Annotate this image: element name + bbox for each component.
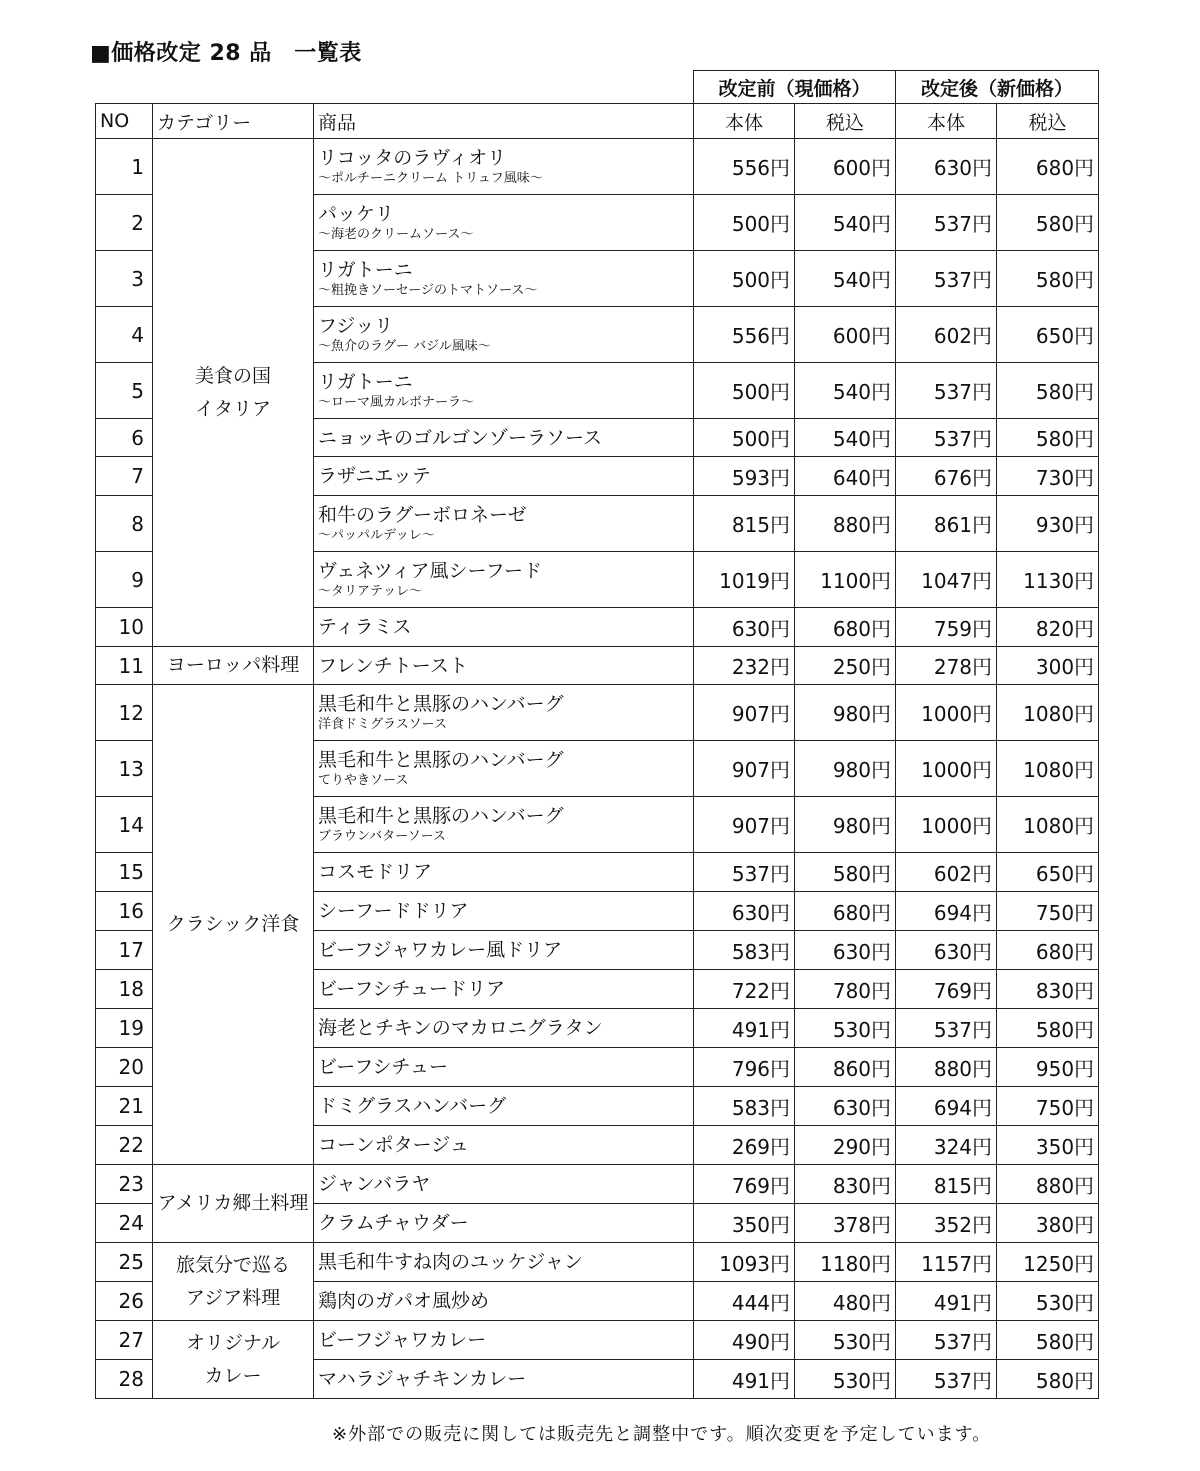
before-tax-price: 530円 (795, 1321, 896, 1360)
after-tax-price: 680円 (997, 931, 1099, 970)
table-row (96, 1165, 1099, 1204)
product-cell (314, 496, 694, 552)
after-tax-price: 680円 (997, 139, 1099, 195)
after-tax-price: 750円 (997, 1087, 1099, 1126)
before-base-price: 491円 (694, 1360, 795, 1399)
product-cell (314, 853, 694, 892)
row-number: 15 (96, 853, 153, 892)
row-number: 26 (96, 1282, 153, 1321)
before-tax-price: 540円 (795, 195, 896, 251)
before-tax-price: 640円 (795, 457, 896, 496)
no-header: NO (96, 104, 153, 139)
before-base-price: 815円 (694, 496, 795, 552)
row-number: 22 (96, 1126, 153, 1165)
before-tax-price: 630円 (795, 931, 896, 970)
product-name: 黒毛和牛と黒豚のハンバーグ (318, 693, 564, 715)
row-number: 17 (96, 931, 153, 970)
product-name: ジャンバラヤ (318, 1173, 431, 1195)
after-base-price: 630円 (896, 931, 997, 970)
before-base-price: 630円 (694, 608, 795, 647)
after-tax-price: 830円 (997, 970, 1099, 1009)
after-base-price: 1047円 (896, 552, 997, 608)
product-cell (314, 1321, 694, 1360)
category-line-2: アジア料理 (185, 1286, 281, 1309)
product-name: シーフードドリア (318, 900, 469, 922)
before-tax-price: 880円 (795, 496, 896, 552)
row-number: 7 (96, 457, 153, 496)
header-blank (96, 71, 694, 104)
after-base-price: 537円 (896, 1009, 997, 1048)
row-number: 23 (96, 1165, 153, 1204)
table-row (96, 685, 1099, 741)
after-tax-price: 950円 (997, 1048, 1099, 1087)
row-number: 14 (96, 797, 153, 853)
category-line-2: イタリア (194, 397, 271, 420)
product-name: ビーフシチュードリア (318, 978, 505, 1000)
category-cell (153, 1165, 314, 1243)
product-subtitle: ～ローマ風カルボナーラ～ (318, 395, 475, 410)
product-header: 商品 (314, 104, 694, 139)
product-name: ビーフシチュー (318, 1056, 448, 1078)
category-line-1: オリジナル (185, 1331, 281, 1354)
before-tax-price: 378円 (795, 1204, 896, 1243)
after-tax-price: 350円 (997, 1126, 1099, 1165)
after-base-price: 602円 (896, 853, 997, 892)
after-base-price: 1157円 (896, 1243, 997, 1282)
after-tax-price: 580円 (997, 1360, 1099, 1399)
product-name: ラザニエッテ (318, 465, 431, 487)
before-tax-price: 530円 (795, 1360, 896, 1399)
row-number: 10 (96, 608, 153, 647)
product-name: パッケリ (318, 203, 395, 225)
row-number: 16 (96, 892, 153, 931)
product-subtitle: てりやきソース (318, 773, 409, 788)
row-number: 12 (96, 685, 153, 741)
category-cell (153, 1243, 314, 1321)
after-base-price: 676円 (896, 457, 997, 496)
product-name: クラムチャウダー (318, 1212, 469, 1234)
product-subtitle: ～パッパルデッレ～ (318, 528, 435, 543)
product-subtitle: ～魚介のラグー バジル風味～ (318, 339, 491, 354)
before-tax-price: 980円 (795, 741, 896, 797)
table-row (96, 647, 1099, 685)
category-line-2: カレー (204, 1364, 262, 1387)
before-base-price: 593円 (694, 457, 795, 496)
after-tax-price: 580円 (997, 1321, 1099, 1360)
row-number: 11 (96, 647, 153, 685)
after-tax-price: 750円 (997, 892, 1099, 931)
before-base-price: 491円 (694, 1009, 795, 1048)
category-line-1: クラシック洋食 (166, 913, 300, 935)
after-base-price: 537円 (896, 195, 997, 251)
before-tax-price: 600円 (795, 139, 896, 195)
product-cell (314, 251, 694, 307)
before-tax-price: 540円 (795, 363, 896, 419)
page-title (90, 36, 362, 67)
product-cell (314, 552, 694, 608)
row-number: 21 (96, 1087, 153, 1126)
after-tax-price: 650円 (997, 853, 1099, 892)
before-base-price: 350円 (694, 1204, 795, 1243)
before-tax-header: 税込 (795, 104, 896, 139)
after-tax-price: 580円 (997, 419, 1099, 457)
after-base-price: 1000円 (896, 741, 997, 797)
row-number: 20 (96, 1048, 153, 1087)
product-cell (314, 139, 694, 195)
before-base-price: 500円 (694, 195, 795, 251)
before-tax-price: 980円 (795, 797, 896, 853)
product-cell (314, 1126, 694, 1165)
row-number: 2 (96, 195, 153, 251)
after-tax-price: 930円 (997, 496, 1099, 552)
category-cell (153, 647, 314, 685)
product-cell (314, 419, 694, 457)
before-base-price: 630円 (694, 892, 795, 931)
category-line-1: 旅気分で巡る (175, 1253, 290, 1276)
before-base-price: 907円 (694, 797, 795, 853)
before-tax-price: 780円 (795, 970, 896, 1009)
after-base-price: 769円 (896, 970, 997, 1009)
after-base-price: 352円 (896, 1204, 997, 1243)
after-base-price: 537円 (896, 419, 997, 457)
product-cell (314, 931, 694, 970)
product-name: ビーフジャワカレー (318, 1329, 487, 1351)
after-base-price: 630円 (896, 139, 997, 195)
before-base-price: 269円 (694, 1126, 795, 1165)
product-name: 黒毛和牛と黒豚のハンバーグ (318, 749, 564, 771)
before-tax-price: 630円 (795, 1087, 896, 1126)
after-base-price: 537円 (896, 251, 997, 307)
product-name: ヴェネツィア風シーフード (318, 560, 543, 582)
before-tax-price: 980円 (795, 685, 896, 741)
after-base-price: 324円 (896, 1126, 997, 1165)
product-cell (314, 1243, 694, 1282)
before-base-price: 556円 (694, 139, 795, 195)
category-line-1: アメリカ郷土料理 (157, 1192, 309, 1214)
product-cell (314, 1048, 694, 1087)
before-tax-price: 580円 (795, 853, 896, 892)
table-row (96, 139, 1099, 195)
after-tax-price: 580円 (997, 195, 1099, 251)
after-tax-price: 820円 (997, 608, 1099, 647)
product-name: ビーフジャワカレー風ドリア (318, 939, 563, 961)
product-name: ニョッキのゴルゴンゾーラソース (318, 426, 603, 449)
before-tax-price: 860円 (795, 1048, 896, 1087)
product-subtitle: ブラウンバターソース (318, 829, 446, 844)
after-base-price: 759円 (896, 608, 997, 647)
after-tax-price: 880円 (997, 1165, 1099, 1204)
product-cell (314, 1360, 694, 1399)
before-base-price: 444円 (694, 1282, 795, 1321)
after-tax-price: 580円 (997, 251, 1099, 307)
before-base-price: 1019円 (694, 552, 795, 608)
product-cell (314, 608, 694, 647)
product-name: ドミグラスハンバーグ (318, 1095, 507, 1117)
product-name: リガトーニ (318, 259, 413, 281)
before-tax-price: 600円 (795, 307, 896, 363)
product-cell (314, 363, 694, 419)
after-tax-price: 580円 (997, 1009, 1099, 1048)
product-cell (314, 1204, 694, 1243)
price-table (95, 70, 1099, 1399)
before-tax-price: 480円 (795, 1282, 896, 1321)
product-cell (314, 457, 694, 496)
after-base-price: 1000円 (896, 685, 997, 741)
row-number: 5 (96, 363, 153, 419)
before-base-price: 500円 (694, 363, 795, 419)
after-tax-price: 1080円 (997, 741, 1099, 797)
before-tax-price: 680円 (795, 608, 896, 647)
product-cell (314, 797, 694, 853)
before-tax-price: 250円 (795, 647, 896, 685)
before-tax-price: 1100円 (795, 552, 896, 608)
row-number: 3 (96, 251, 153, 307)
row-number: 6 (96, 419, 153, 457)
row-number: 27 (96, 1321, 153, 1360)
before-tax-price: 290円 (795, 1126, 896, 1165)
product-cell (314, 1282, 694, 1321)
after-tax-header: 税込 (997, 104, 1099, 139)
before-tax-price: 540円 (795, 251, 896, 307)
product-cell (314, 1009, 694, 1048)
product-cell (314, 970, 694, 1009)
before-base-price: 907円 (694, 685, 795, 741)
product-name: フジッリ (318, 315, 394, 337)
after-base-price: 537円 (896, 363, 997, 419)
after-base-price: 278円 (896, 647, 997, 685)
before-base-price: 907円 (694, 741, 795, 797)
product-name: 鶏肉のガパオ風炒め (318, 1290, 490, 1312)
after-tax-price: 1080円 (997, 685, 1099, 741)
product-name: コスモドリア (318, 861, 433, 883)
product-cell (314, 892, 694, 931)
product-name: 和牛のラグーボロネーゼ (318, 504, 527, 526)
category-header: カテゴリー (153, 104, 314, 139)
before-base-price: 769円 (694, 1165, 795, 1204)
after-base-price: 694円 (896, 892, 997, 931)
before-base-price: 537円 (694, 853, 795, 892)
product-name: リコッタのラヴィオリ (318, 147, 507, 169)
row-number: 4 (96, 307, 153, 363)
product-cell (314, 1087, 694, 1126)
category-line-1: 美食の国 (194, 364, 271, 387)
product-name: コーンポタージュ (318, 1134, 469, 1156)
before-base-price: 722円 (694, 970, 795, 1009)
table-row (96, 1321, 1099, 1360)
category-cell (153, 139, 314, 647)
before-group-header: 改定前（現価格） (694, 71, 896, 104)
before-tax-price: 830円 (795, 1165, 896, 1204)
after-base-price: 491円 (896, 1282, 997, 1321)
category-cell (153, 685, 314, 1165)
product-subtitle: ～タリアテッレ～ (318, 584, 423, 599)
product-name: ティラミス (318, 616, 412, 638)
product-name: 海老とチキンのマカロニグラタン (318, 1017, 603, 1039)
before-tax-price: 540円 (795, 419, 896, 457)
before-base-price: 556円 (694, 307, 795, 363)
before-base-price: 1093円 (694, 1243, 795, 1282)
row-number: 9 (96, 552, 153, 608)
product-name: フレンチトースト (318, 654, 468, 677)
footnote: ※外部での販売に関しては販売先と調整中です。順次変更を予定しています。 (332, 1424, 992, 1445)
row-number: 24 (96, 1204, 153, 1243)
product-name: マハラジャチキンカレー (318, 1368, 527, 1390)
after-tax-price: 530円 (997, 1282, 1099, 1321)
after-base-header: 本体 (896, 104, 997, 139)
row-number: 18 (96, 970, 153, 1009)
before-tax-price: 680円 (795, 892, 896, 931)
product-subtitle: 洋食ドミグラスソース (318, 717, 447, 732)
category-cell (153, 1321, 314, 1399)
before-base-header: 本体 (694, 104, 795, 139)
row-number: 19 (96, 1009, 153, 1048)
product-name: リガトーニ (318, 371, 413, 393)
before-base-price: 500円 (694, 419, 795, 457)
after-tax-price: 1130円 (997, 552, 1099, 608)
row-number: 28 (96, 1360, 153, 1399)
after-base-price: 880円 (896, 1048, 997, 1087)
after-base-price: 694円 (896, 1087, 997, 1126)
category-line-1: ヨーロッパ料理 (166, 654, 300, 676)
after-tax-price: 1080円 (997, 797, 1099, 853)
before-base-price: 583円 (694, 1087, 795, 1126)
product-cell (314, 307, 694, 363)
after-base-price: 1000円 (896, 797, 997, 853)
after-tax-price: 380円 (997, 1204, 1099, 1243)
product-subtitle: ～粗挽きソーセージのトマトソース～ (318, 283, 538, 298)
table-row (96, 1243, 1099, 1282)
after-tax-price: 650円 (997, 307, 1099, 363)
product-subtitle: ～海老のクリームソース～ (318, 227, 474, 242)
after-tax-price: 1250円 (997, 1243, 1099, 1282)
after-base-price: 537円 (896, 1321, 997, 1360)
before-base-price: 232円 (694, 647, 795, 685)
product-cell (314, 195, 694, 251)
product-cell (314, 685, 694, 741)
before-base-price: 490円 (694, 1321, 795, 1360)
after-group-header: 改定後（新価格） (896, 71, 1099, 104)
before-base-price: 500円 (694, 251, 795, 307)
row-number: 8 (96, 496, 153, 552)
before-base-price: 583円 (694, 931, 795, 970)
title-text: ■価格改定 28 品 一覧表 (90, 41, 362, 66)
after-base-price: 815円 (896, 1165, 997, 1204)
row-number: 1 (96, 139, 153, 195)
after-base-price: 537円 (896, 1360, 997, 1399)
after-base-price: 602円 (896, 307, 997, 363)
before-base-price: 796円 (694, 1048, 795, 1087)
after-tax-price: 580円 (997, 363, 1099, 419)
before-tax-price: 1180円 (795, 1243, 896, 1282)
product-cell (314, 1165, 694, 1204)
product-name: 黒毛和牛と黒豚のハンバーグ (318, 805, 564, 827)
row-number: 13 (96, 741, 153, 797)
product-subtitle: ～ポルチーニクリーム トリュフ風味～ (318, 171, 543, 186)
after-tax-price: 300円 (997, 647, 1099, 685)
product-name: 黒毛和牛すね肉のユッケジャン (318, 1251, 583, 1273)
before-tax-price: 530円 (795, 1009, 896, 1048)
row-number: 25 (96, 1243, 153, 1282)
product-cell (314, 647, 694, 685)
product-cell (314, 741, 694, 797)
after-tax-price: 730円 (997, 457, 1099, 496)
after-base-price: 861円 (896, 496, 997, 552)
